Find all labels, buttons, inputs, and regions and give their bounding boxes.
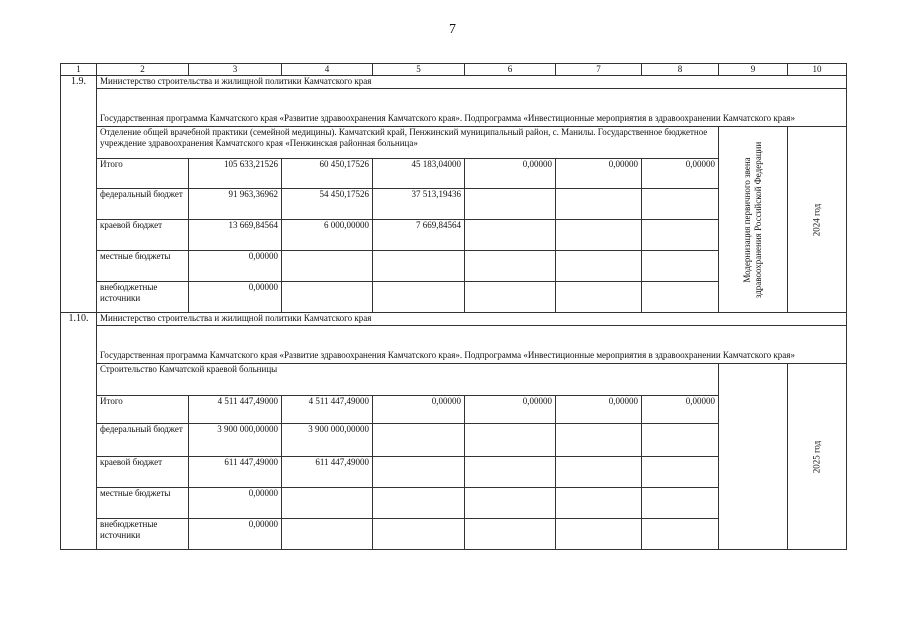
funding-value: 4 511 447,49000 — [282, 396, 373, 424]
funding-source-label: федеральный бюджет — [97, 424, 189, 457]
measure-note: Модернизация первичного звена здравоохранения Российской Федерации — [742, 141, 763, 298]
funding-value: 0,00000 — [642, 396, 719, 424]
funding-value — [642, 251, 719, 282]
object-name: Отделение общей врачебной практики (семейной медицины). Камчатский край, Пенжинский муниципальный район, с. Манилы. Государственное бюджетное учреждение здравоохранения Камчатского края «Пенжинская районная больница» — [97, 127, 719, 159]
funding-value: 7 669,84564 — [373, 220, 465, 251]
funding-value: 4 511 447,49000 — [189, 396, 282, 424]
ministry-row — [61, 313, 847, 326]
funding-value — [642, 488, 719, 519]
funding-value — [465, 424, 556, 457]
program-row — [61, 89, 847, 127]
funding-value: 3 900 000,00000 — [189, 424, 282, 457]
funding-value — [373, 519, 465, 550]
funding-value: 611 447,49000 — [189, 457, 282, 488]
funding-source-label: местные бюджеты — [97, 251, 189, 282]
funding-value — [556, 488, 642, 519]
column-number: 2 — [97, 64, 189, 76]
funding-value: 611 447,49000 — [282, 457, 373, 488]
ministry-name: Министерство строительства и жилищной политики Камчатского края — [97, 313, 847, 326]
funding-value: 54 450,17526 — [282, 189, 373, 220]
funding-value: 0,00000 — [373, 396, 465, 424]
funding-value — [373, 457, 465, 488]
funding-value — [556, 519, 642, 550]
column-number: 4 — [282, 64, 373, 76]
funding-value — [282, 488, 373, 519]
funding-value: 60 450,17526 — [282, 159, 373, 189]
program-name: Государственная программа Камчатского края «Развитие здравоохранения Камчатского края». Подпрограмма «Инвестиционные мероприятия в здравоохранении Камчатского края» — [97, 89, 847, 127]
funding-value — [373, 251, 465, 282]
column-number: 10 — [788, 64, 847, 76]
funding-value: 6 000,00000 — [282, 220, 373, 251]
object-row — [61, 364, 847, 396]
funding-value — [282, 251, 373, 282]
column-number: 6 — [465, 64, 556, 76]
funding-value — [465, 251, 556, 282]
funding-source-label: краевой бюджет — [97, 220, 189, 251]
funding-value — [556, 282, 642, 313]
funding-value: 3 900 000,00000 — [282, 424, 373, 457]
funding-value — [373, 488, 465, 519]
funding-value: 0,00000 — [189, 519, 282, 550]
funding-value: 105 633,21526 — [189, 159, 282, 189]
funding-value — [556, 189, 642, 220]
funding-value: 13 669,84564 — [189, 220, 282, 251]
program-row — [61, 326, 847, 364]
funding-value — [465, 220, 556, 251]
year-label: 2024 год — [811, 203, 822, 236]
object-row — [61, 127, 847, 159]
funding-value: 0,00000 — [642, 159, 719, 189]
funding-source-label: местные бюджеты — [97, 488, 189, 519]
funding-value: 0,00000 — [556, 396, 642, 424]
funding-value: 0,00000 — [189, 488, 282, 519]
ministry-row — [61, 76, 847, 89]
column-number: 7 — [556, 64, 642, 76]
funding-value: 0,00000 — [465, 396, 556, 424]
funding-value — [465, 282, 556, 313]
funding-source-label: внебюджетные источники — [97, 282, 189, 313]
funding-value: 37 513,19436 — [373, 189, 465, 220]
funding-value — [465, 189, 556, 220]
column-number-row — [61, 64, 847, 76]
funding-source-label: внебюджетные источники — [97, 519, 189, 550]
funding-value — [556, 457, 642, 488]
investment-table — [60, 63, 847, 550]
funding-value — [373, 282, 465, 313]
funding-value — [465, 457, 556, 488]
funding-value — [282, 519, 373, 550]
funding-value — [556, 220, 642, 251]
column-number: 5 — [373, 64, 465, 76]
year-cell — [788, 364, 847, 550]
funding-value — [642, 457, 719, 488]
measure-note-cell — [719, 364, 788, 550]
funding-value: 91 963,36962 — [189, 189, 282, 220]
funding-source-label: Итого — [97, 396, 189, 424]
funding-source-label: федеральный бюджет — [97, 189, 189, 220]
column-number: 3 — [189, 64, 282, 76]
ministry-name: Министерство строительства и жилищной политики Камчатского края — [97, 76, 847, 89]
funding-source-label: краевой бюджет — [97, 457, 189, 488]
section-number: 1.10. — [61, 313, 97, 550]
funding-value — [642, 220, 719, 251]
funding-source-label: Итого — [97, 159, 189, 189]
page-number: 7 — [449, 22, 456, 37]
measure-note-cell — [719, 127, 788, 313]
year-cell — [788, 127, 847, 313]
funding-value — [642, 282, 719, 313]
funding-value: 0,00000 — [556, 159, 642, 189]
funding-value — [556, 251, 642, 282]
funding-value — [465, 488, 556, 519]
section-number: 1.9. — [61, 76, 97, 313]
object-name: Строительство Камчатской краевой больницы — [97, 364, 719, 396]
program-name: Государственная программа Камчатского края «Развитие здравоохранения Камчатского края». Подпрограмма «Инвестиционные мероприятия в здравоохранении Камчатского края» — [97, 326, 847, 364]
funding-value — [642, 519, 719, 550]
funding-value — [642, 189, 719, 220]
year-label: 2025 год — [811, 440, 822, 473]
funding-value: 45 183,04000 — [373, 159, 465, 189]
funding-value: 0,00000 — [189, 251, 282, 282]
funding-value: 0,00000 — [189, 282, 282, 313]
column-number: 1 — [61, 64, 97, 76]
column-number: 8 — [642, 64, 719, 76]
column-number: 9 — [719, 64, 788, 76]
funding-value — [465, 519, 556, 550]
funding-value — [642, 424, 719, 457]
funding-value — [556, 424, 642, 457]
funding-value — [373, 424, 465, 457]
funding-value — [282, 282, 373, 313]
funding-value: 0,00000 — [465, 159, 556, 189]
